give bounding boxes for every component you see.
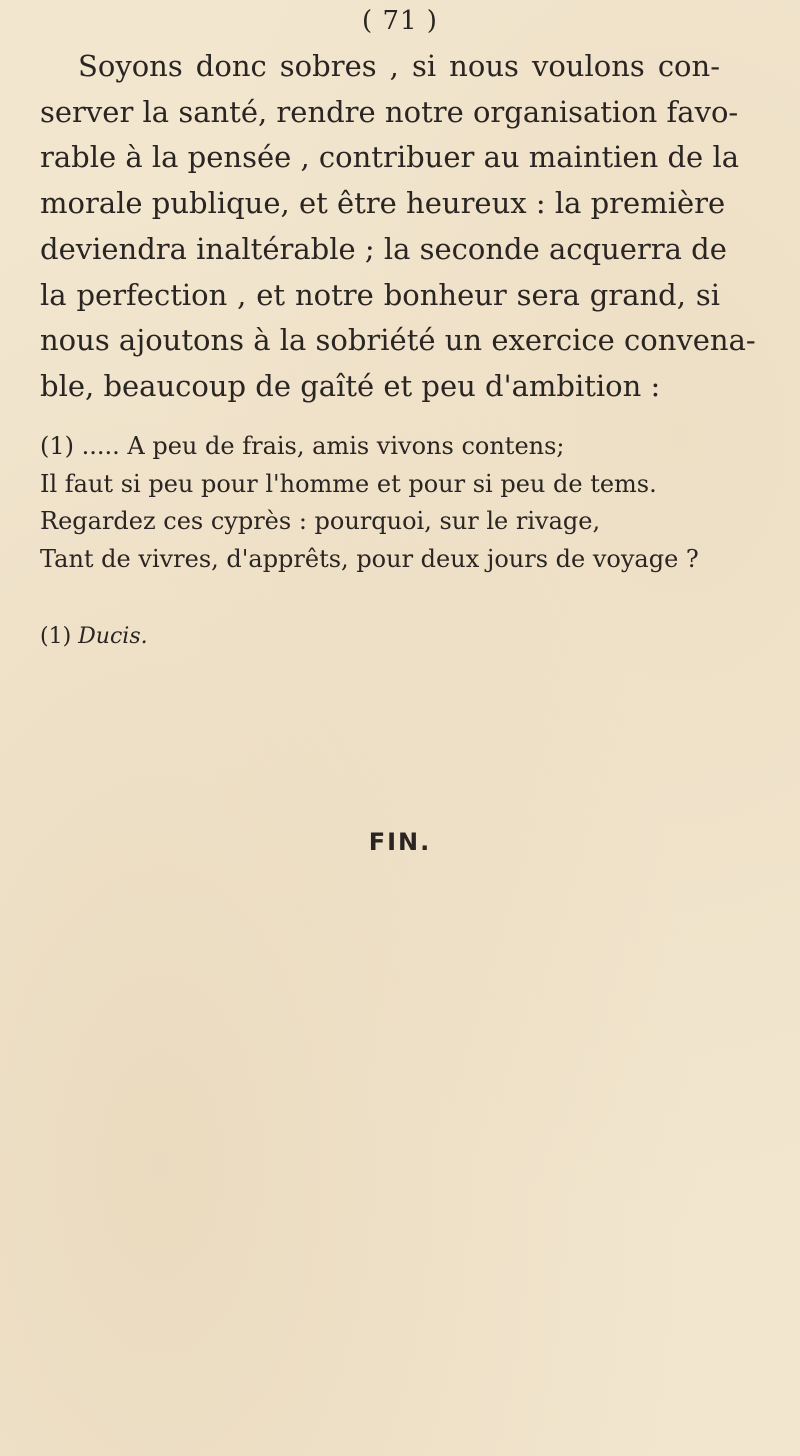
verse-line: Regardez ces cyprès : pourquoi, sur le rivage,: [40, 507, 601, 536]
footnote-marker: (1): [40, 624, 72, 649]
body-line: rable à la pensée , contribuer au maintien de la: [40, 140, 740, 175]
verse-line: Tant de vivres, d'apprêts, pour deux jours de voyage ?: [40, 544, 699, 573]
body-line: ble, beaucoup de gaîté et peu d'ambition :: [40, 368, 661, 403]
verse-line: (1) ..... A peu de frais, amis vivons contens;: [40, 432, 565, 460]
fin-label: FIN.: [368, 828, 432, 856]
body-line: Soyons donc sobres , si nous voulons con-: [78, 49, 720, 83]
body-line: server la santé, rendre notre organisation favo-: [40, 94, 739, 129]
body-line: deviendra inaltérable ; la seconde acquerra de: [40, 231, 727, 266]
footnote-author: Ducis.: [78, 624, 148, 649]
body-line: la perfection , et notre bonheur sera grand, si: [40, 277, 720, 312]
verse-line: Il faut si peu pour l'homme et pour si peu de tems.: [40, 469, 657, 498]
body-line: nous ajoutons à la sobriété un exercice convena-: [40, 323, 756, 358]
footnote: [40, 624, 148, 649]
body-paragraph: [40, 44, 756, 410]
body-line: morale publique, et être heureux : la première: [40, 186, 726, 221]
verse-quotation: [40, 428, 720, 578]
page-number: ( 71 ): [362, 6, 438, 36]
